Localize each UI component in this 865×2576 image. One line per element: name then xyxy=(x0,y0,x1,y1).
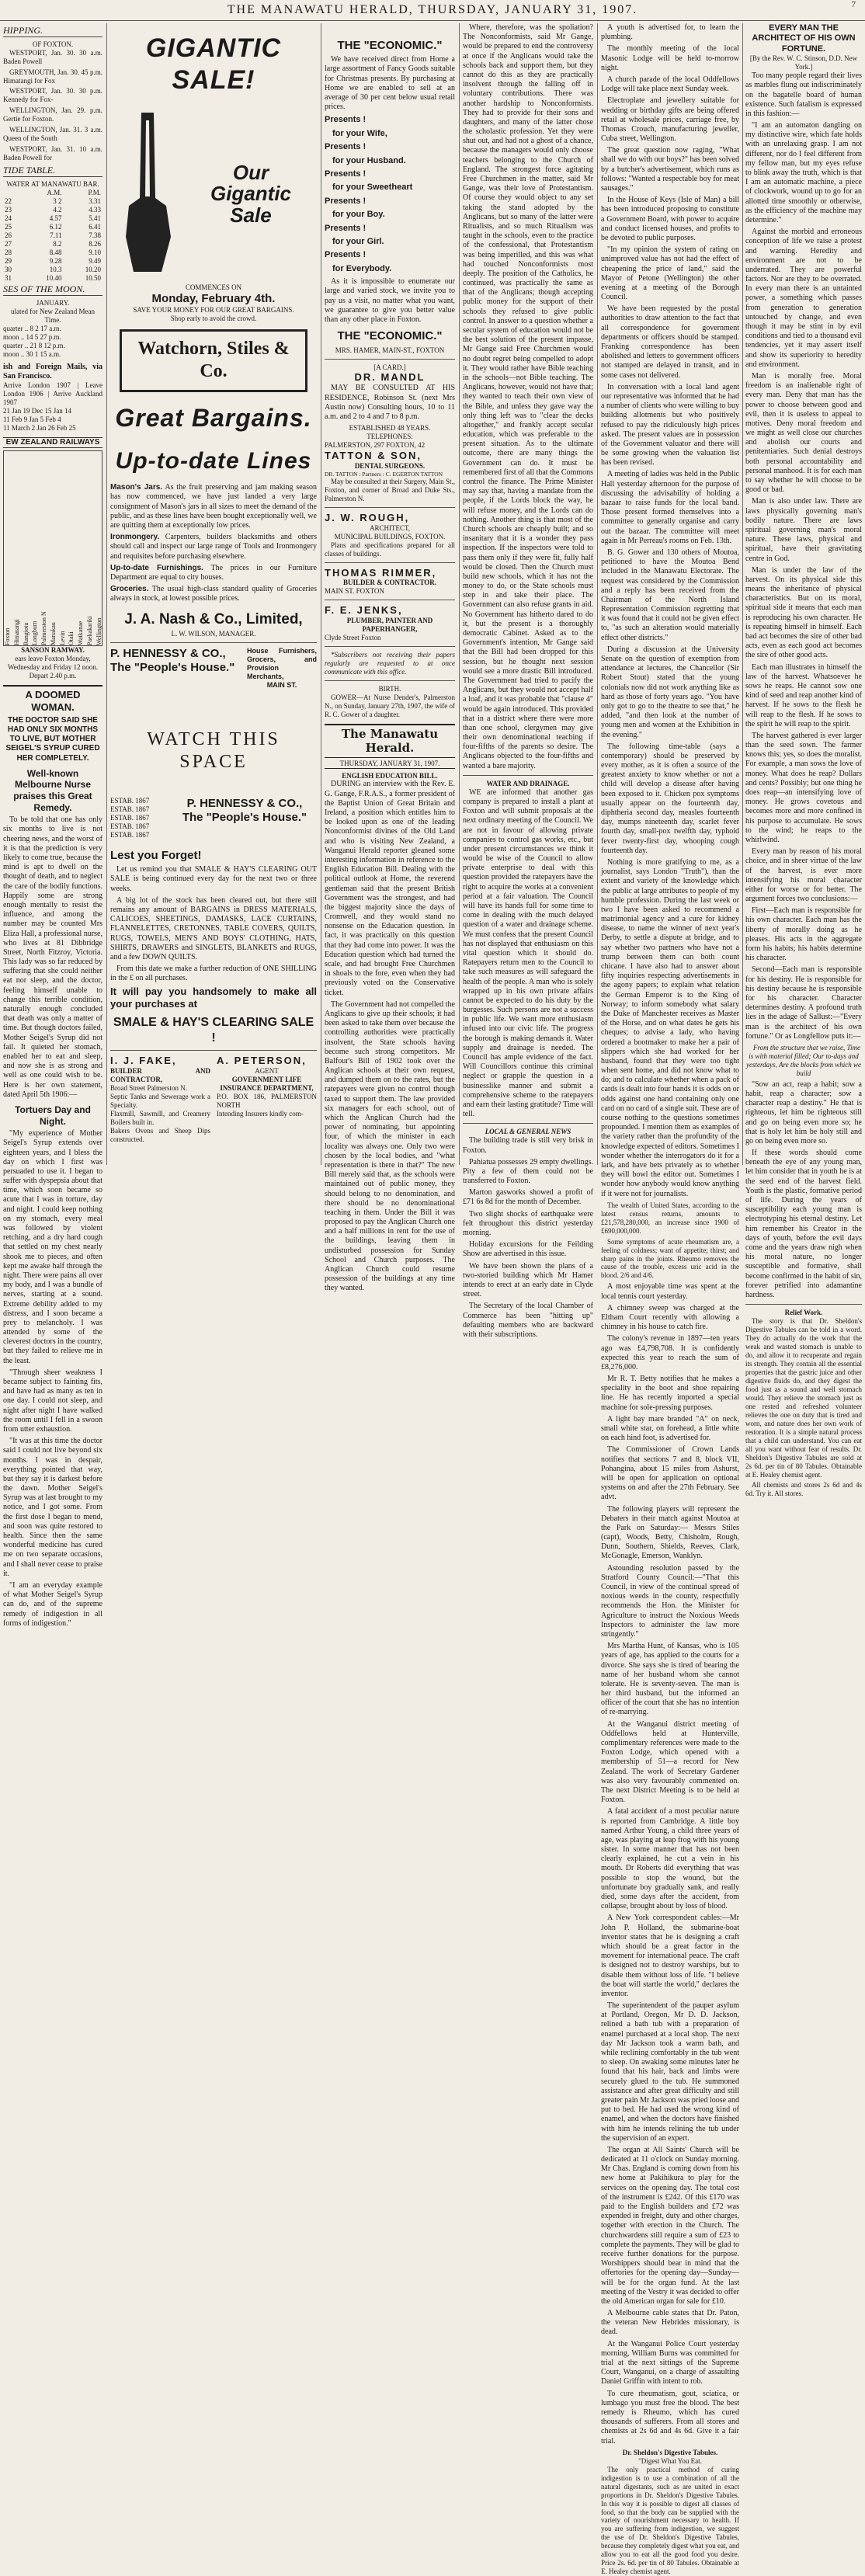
station: Palmerston N xyxy=(40,611,47,646)
tide-cell: 9.49 xyxy=(89,256,101,265)
station: Otaki xyxy=(68,631,75,646)
nurse-para: To be told that one has only six months to live is not cheering news, and the worst of it is that the prediction is very likely to come true, because the mind is apt to dwell on the thought of death, and to neglect the care of the bodily functions. Happily some are strong enough mentally to resist the influence, and among the number may be counted Mrs Eliza Hall, a professional nurse, who lives at 81 Dibbridge Street, North Fitzroy, Victoria. This lady was so far reduced by suffering that she could neither eat nor sleep, and the doctor, feeling himself unable to change this terrible condition, naturally enough concluded that death was only a matter of time. But though doctors failed, Mother Seigel's Syrup did not fail. It quieted her stomach, enabled her to eat and sleep, and now she is as strong and well as one could wish to be. Here is her own statement, dated April 5th 1906:— xyxy=(3,815,102,1099)
news-para: A fatal accident of a most peculiar nature is reported from Cambridge. A little boy named Arthur Young, a child three years of age, was playing at leap frog with his young sister. In some manner that has not been clearly explained, he cut a vein in his mouth. Dr Roberts did everything that was possible to stop the wound, but the unfortunate boy gradually sank, and really died, some days after the accident, from collapse, brought about by loss of blood. xyxy=(601,1807,739,1911)
economic-text: We have received direct from Home a large assortment of Fancy Goods suitable for Christmas presents. By purchasing at Home we are enabled to sell at an average of 30 per cent below usual retail prices. xyxy=(325,55,455,112)
mails-line: Arrive London 1907 | Leave London 1906 | Arrive Auckland 1907 xyxy=(3,381,102,407)
news-para: The wealth of United States, according to the latest census returns, amounts to £21,578,280,000, an increase since 1900 of £690,000,000. xyxy=(601,1201,739,1235)
tide-cell: 8.48 xyxy=(49,248,62,256)
moon-row: moon .. 14 5 27 p.m. xyxy=(3,332,61,341)
tatton-partners: DR. TATTON : Partners : C. EGERTON TATTON xyxy=(325,470,443,478)
mails-heading: ish and Foreign Mails, via San Francisco. xyxy=(3,362,102,381)
essay-heading: EVERY MAN THE ARCHITECT OF HIS OWN FORTUNE. xyxy=(752,23,856,54)
present-line: Presents ! xyxy=(325,250,366,260)
column-editorial xyxy=(463,23,593,1339)
forget-para: Let us remind you that SMALE & HAY'S CLEARING OUT SALE is being continued every day for the next two or three weeks. xyxy=(110,865,317,893)
column-rule xyxy=(106,23,107,1165)
sale-advert xyxy=(110,105,317,283)
column-rule xyxy=(597,23,598,1165)
news-para: The following time-table (says a contemporary) should be preserved by every mother, as it is often a source of the greatest anxiety to know whether or not a child will develop a disease after having been exposed to it. Chicken pox symptoms usually appear on the fourteenth day, diphtheria second day, measles fourteenth day, mumps nineteenth day, scarlet fever fourth day, small-pox twelfth day, typhoid fever twenty-first day, whooping cough fourteenth day. xyxy=(601,742,739,855)
tide-table xyxy=(3,189,102,283)
estab-line: ESTAB. 1867 xyxy=(110,830,150,839)
station: Wellington xyxy=(95,617,102,646)
jenks-trade: PLUMBER, PAINTER AND PAPERHANGER, xyxy=(346,617,433,634)
news-para: During a discussion at the University Senate on the question of exemption from attendance at lectures, the Chancellor (Sir Robert Stout) stated that the young colonials now did not work anything like as hard as those of forty years ago. "You have only got to go to the theatre to see that," he added, "and then look at the number of young men and women at the Exhibition in the evening." xyxy=(601,645,739,739)
item-text: As the fruit preserving and jam making season has now commenced, we have just landed a very large consignment of Mason's jars in all sizes to meet the demand of the public, and as these lines have been bought exceptionally well, we are quitting them at exceptionally low prices. xyxy=(110,483,317,530)
column-rule xyxy=(742,23,743,1165)
estab-line: ESTAB. 1867 xyxy=(110,822,150,830)
news-para: Some symptoms of acute rheumatism are, a feeling of coldness; want of appetite; thirst; and sharp pains in the joints. Rheumo removes the cause of the trouble, excess uric acid in the blood. 2/6 and 4/6. xyxy=(601,1237,739,1280)
sale-date: Monday, February 4th. xyxy=(151,291,276,305)
hennessy-slogan: The "People's House." xyxy=(182,811,307,825)
news-para: A church parade of the local Oddfellows Lodge will take place next Sunday week. xyxy=(601,75,739,94)
item-label: Up-to-date Furnishings. xyxy=(110,563,203,572)
water-para: WE are informed that another gas company is prepared to install a plant at Foxton and will submit proposals at the next ordinary meeting of the Council. We are not in favour of allowing private companies to control gas works, etc., but under present circumstances we think it would be wise of the Council to allow private enterprise to deal with this question provided the ratepayers have the right to acquire the works at a convenient period at a fair valuation. The Council will have its hands full for some time to come in dealing with the much delayed question of a water and drainage scheme. We must confess that the present Council has not displayed that enthusiasm on this vital question which it should do. Ratepayers return men to the Council to take such measures as will safeguard the health of the people. A man who is solely wrapped up in his own private affairs cannot be expected to do his duty by the burgesses. Such persons are not a success in public life. We want more enthusiasm infused into our civic life. The progress the borough is making demands it. Water supply and drainage is needed. The Council has ample evidence of the fact. Will Councillors continue this criminal neglect or grapple the question in a businesslike manner and submit a comprehensive scheme to the ratepayers and earn their lasting gratitude? Time will tell. xyxy=(463,787,593,1119)
shipping-heading: HIPPING. xyxy=(3,25,102,37)
shipping-entry: WESTPORT, Jan. 30. 30 a.m. Baden Powell xyxy=(3,48,102,65)
forget-para: From this date we make a further reduction of ONE SHILLING in the £ on all purchases. xyxy=(110,965,317,983)
moon-row: quarter .. 21 8 12 p.m. xyxy=(3,341,65,349)
news-para: A New York correspondent cables:—Mr John P. Holland, the submarine-boat inventor states that he is designing a craft which should be a great factor in the movement for international peace. The craft is designed not to destroy warships, but to disable them without loss of life. "I believe the boat will startle the world," declares the inventor. xyxy=(601,1914,739,1998)
tatton-text: May be consulted at their Surgery, Main St., Foxton, and corner of Broad and Duke Sts., Palmerston N. xyxy=(325,477,455,502)
essay-verse: From the structure that we raise, Time is with material filled; Our to-days and yesterdays, Are the blocks from which we build xyxy=(745,1043,862,1077)
table-row xyxy=(3,197,102,206)
mails-line: 11 Feb 9 Jan 5 Feb 4 xyxy=(3,415,61,424)
gigantic-sale-title: GIGANTIC SALE! xyxy=(145,33,282,96)
essay-footer: All chemists and stores 2s 6d and 4s 6d. Try it. All stores. xyxy=(745,1481,862,1498)
sheldon-sub: "Digest What You Eat. xyxy=(638,2456,702,2465)
tide-cell: 22 xyxy=(5,196,12,205)
essay-para: Each man illustrates in himself the law of the harvest. Whatsoever he sows he reaps. He cannot sow one kind of seed and reap another kind of harvest. If he sows to the flesh he will reap to the flesh. If he sows to the spirit he will reap to the spirit. xyxy=(745,662,862,728)
present-line: Presents ! xyxy=(325,169,366,179)
tide-cell: 31 xyxy=(5,273,12,282)
essay-para: Second—Each man is responsible for his destiny. He is responsible for his destiny because he is responsible for his character. Character determines destiny. A profound truth lies in the adage of Sallust:—"Every man is the architect of his own fortune." Or as Longfellow puts it:— xyxy=(745,965,862,1041)
news-para: A light bay mare branded "A" on neck, small white star, on forehead, a little white on each hind foot, is advertised for. xyxy=(601,1414,739,1443)
mandl-tel: TELEPHONES: xyxy=(366,433,413,441)
fake-trade: BUILDER AND CONTRACTOR, xyxy=(110,1067,210,1084)
tide-cell: 4.57 xyxy=(49,214,62,222)
present-line: for your Girl. xyxy=(332,237,384,247)
table-row xyxy=(3,266,102,274)
mandl-text: MAY BE CONSULTED AT HIS RESIDENCE, Robinson St. (next Mrs Austin now) Consulting hours, 10 to 11 a.m. and 2 to 4 and 7 to 8 p.m. xyxy=(325,384,455,421)
hennessy-name: P. HENNESSY & CO., xyxy=(186,797,303,811)
news-para: We have been requested by the postal authorities to draw attention to the fact that all correspondence for government departments or officers should be stamped. Franking correspondence has been abolished and letters to government officers not stamped are delayed in transit, and in some cases not delivered. xyxy=(601,304,739,380)
tide-cell: 23 xyxy=(5,205,12,214)
relief-text: The story is that Dr. Sheldon's Digestive Tabules can be told in a word. They do actually do the work that the weak and wasted stomach is unable to do, and allow it to recuperate and regain its strength. They contain all the essential properties that the gastric juice and other digestive fluids do, and they digest the food just as a sound and well stomach would. They relieve the stomach just as one rested and refreshed volunteer relieves the one on duty that is tired and worn, and nature does her own work of restoration. It is a simple natural process that a child can understand. You can eat all you want without fear of results. Dr. Sheldon's Digestive Tabules are sold at 2s 6d. per tin of 80 Tabules. Obtainable at E. Healey chemist agent. xyxy=(745,1317,862,1479)
moon-row: moon .. 30 1 15 a.m. xyxy=(3,349,61,358)
item-text: Carpenters, builders blacksmiths and others should call and inspect our large range of Tools and Ironmongery and requisites before purchasing elsewhere. xyxy=(110,533,318,561)
essay-para: Every man by reason of his moral choice, and in sheer virtue of the law of the harvest, is ever more intensifying his moral character either for worse or for better. The argument forces two conclusions:— xyxy=(745,847,862,904)
table-row xyxy=(3,223,102,231)
essay-para: Man is morally free. Moral freedom is an inalienable right of every man. Deny that man has the power to choose between good and evil, then it is useless to appeal to motives. Deny moral freedom and we might as well close our churches and abolish our courts and penitentiaries. Such denial destroys both personal accountability and personal manhood. It is for each man to say whether he will choose to be good or bad. xyxy=(745,371,862,495)
news-para: At the Wanganui district meeting of Oddfellows held at Hunterville, complimentary references were made to the Foxton Lodge, which opened with a membership of 51—a record for New Zealand. The work of Secretary Gardener was also very favourably commented on. The next District Meeting is to be held at Foxton. xyxy=(601,1719,739,1805)
column-economic xyxy=(325,23,455,1293)
mandl-name: DR. MANDL xyxy=(354,371,426,384)
table-row xyxy=(3,206,102,214)
tide-cell: 30 xyxy=(5,265,12,273)
present-line: Presents ! xyxy=(325,142,366,152)
smale-hay-sale: SMALE & HAY'S CLEARING SALE ! xyxy=(113,1016,314,1045)
watch-this-space: WATCH THIS SPACE xyxy=(147,728,280,772)
tide-header-row xyxy=(3,189,102,197)
jenks-addr: Clyde Street Foxton xyxy=(325,634,381,642)
moon-month: JANUARY. xyxy=(36,299,70,308)
moon-note: ulated for New Zealand Mean Time. xyxy=(11,308,95,325)
railway-timetable xyxy=(3,450,102,646)
essay-para: The harvest gathered is ever larger than the seed sown. The farmer knows this; yes, so does the moralist. For example, a man sows the love of money. What does he reap? Dollars and cents? Possibly; but one thing he does reap—an intensifying love of money. He grows covetous and becomes more and more confined in his purpose to accumulate. He sows to the wind; he reaps to the whirlwind. xyxy=(745,731,862,844)
hennessy-name: P. HENNESSY & CO., xyxy=(110,646,226,660)
sanson-heading: SANSON RAMWAY. xyxy=(21,646,85,655)
moon-row: quarter .. 8 2 17 a.m. xyxy=(3,325,61,332)
our-gigantic-sale xyxy=(185,162,317,226)
news-para: The great question now raging, "What shall we do with our boys?" has been solved by a butcher's advertisement, which runs as follows: "Wanted a respectable boy for meat sausages." xyxy=(601,146,739,193)
present-line: Presents ! xyxy=(325,223,366,233)
forget-heading: Lest you Forget! xyxy=(110,848,202,862)
table-row xyxy=(3,249,102,257)
tide-cell: 8.26 xyxy=(89,239,101,248)
mails-line: 11 March 2 Jan 26 Feb 25 xyxy=(3,424,76,433)
news-para: The colony's revenue in 1897—ten years ago was £4,798,708. It is confidently expected this year to reach the sum of £8,276,000. xyxy=(601,1334,739,1371)
station: Himatangi xyxy=(12,619,20,646)
nurse-subhead: Tortuers Day and Night. xyxy=(15,1104,91,1127)
local-para: Marton gasworks showed a profit of £71 6s 8d for the month of December. xyxy=(463,1188,593,1207)
tide-cell: 4.2 xyxy=(53,205,62,214)
news-para: Mrs Martha Hunt, of Kansas, who is 105 years of age, has applied to the courts for a divorce. She says she is tired of bearing the name of her husband whom she cannot tolerate. He is seventy-seven. The man is her third husband, but the informed an officer of the court that she has no intention of re-marrying. xyxy=(601,1642,739,1717)
local-heading: LOCAL & GENERAL NEWS xyxy=(485,1128,571,1136)
nurse-para: "It was at this time the doctor said I could not live beyond six months. I was in despair, everything pointed that way, but they say it is darkest before the dawn. Mother Seigel's Syrup was at last brought to my notice, and I got some. From the first dose I began to mend, and soon was quite restored to health. Since then the same wonderful medicine has cured me on two separate occasions, and I shall never cease to praise it. xyxy=(3,1437,102,1578)
tide-cell: 5.41 xyxy=(89,214,101,222)
economic-heading: THE "ECONOMIC." xyxy=(337,39,443,52)
forget-pay: It will pay you handsomely to make all your purchases at xyxy=(110,986,317,1010)
bottom-adverts xyxy=(110,1055,317,1144)
tide-col: A.M. xyxy=(47,188,62,196)
economic-addr: MRS. HAMER, MAIN-ST., FOXTON xyxy=(335,346,445,354)
news-para: The following players will represent the Debaters in their match against Moutoa at the Park on Saturday:— Messrs Stiles (capt), Woods, Betty, Chisholm, Rough, Dunn, Southern, Shields, Reeves, Clark, McGonagle, Emerson, Wanklyn. xyxy=(601,1504,739,1561)
hennessy-trade: House Furnishers, Grocers, and Provision Merchants, xyxy=(247,646,317,680)
station: Paekakariki xyxy=(85,616,93,646)
rough-text: Plans and specifications prepared for all classes of buildings. xyxy=(325,541,455,558)
shipping-entry: GREYMOUTH, Jan. 30. 45 p.m. Himatangi for Fox xyxy=(3,68,102,85)
column-rule xyxy=(459,23,460,1165)
peterson-name: A. PETERSON, xyxy=(217,1055,307,1067)
nurse-para: "I am an everyday example of what Mother Seigel's Syrup can do, and of the supreme remedy of indigestion in all forms of indigestion." xyxy=(3,1580,102,1628)
peterson-agent: AGENT xyxy=(255,1067,279,1076)
shipping-entry: WESTPORT, Jan. 30. 30 p.m. Kennedy for Fox- xyxy=(3,87,102,104)
present-line: Presents ! xyxy=(325,196,366,206)
mails-line: 21 Jan 19 Dec 15 Jan 14 xyxy=(3,407,71,415)
news-para: The monthly meeting of the local Masonic Lodge will be held to-morrow night. xyxy=(601,44,739,72)
news-para: Electroplate and jewellery suitable for wedding or birthday gifts are being offered retail at wholesale prices, carriage free, by Thomas Crouch, manufacturing jeweller, Cuba street, Wellington. xyxy=(601,96,739,144)
present-line: for Everybody. xyxy=(332,263,392,273)
tide-cell: 9.10 xyxy=(89,248,101,256)
shipping-entry: WELLINGTON, Jan. 29. p.m. Gertie for Foxton. xyxy=(3,106,102,123)
bill-para: DURING an interview with the Rev. E. G. Gange, F.R.A.S., a former president of the Baptist Union of Great Britain and Ireland, a position which entitles him to be looked upon as one of the leading Nonconformist divines of the Old Land and who is visiting New Zealand, a Wanganui Herald reporter gleaned some interesting information in reference to the English Education Bill. Dealing with the political outlook at Home, the reverend gentleman said that the present British Government was the strongest, and had the biggest majority since the days of Cromwell, and they would stand no nonsense on the Education question. In fact, it was practically on this question that they had come into power. It was the Education question which had turned the scale, and had brought Free Churchmen in shoals to the fore, even when they had previously voted on the Conservative ticket. xyxy=(325,780,455,997)
hennessy-slogan: The "People's House." xyxy=(110,660,235,674)
column-shipping xyxy=(3,23,102,1628)
essay-para: First—Each man is responsible for his own character. Each man has the liberty of morally doing as he pleases. His acts in the aggregate form his habits; his habits determine his character. xyxy=(745,906,862,963)
fake-line: Septic Tanks and Sewerage work a Specialty. xyxy=(110,1092,210,1109)
bill-para: The Government had not compelled the Anglicans to give up their schools; it had been asked to take them over because the controlling authorities were practically insolvent, the State schools having become such strong competitors. Mr Balfour's Bill of 1902 took over the Anglican schools at their own request, and dumped them on to the rates, but the ratepayers were given no control though taxed to support them. The law provided six managers for each school, out of which the Anglican Church had the power of nominating, but appointing four, of which the minister in each locality was always one. Only two were chosen by the local bodies, and "what representation is there in that?" The new Bill merely said that, as the schools were maintained out of public money, they should belong to no denomination, and there should be no denominational teaching in them. Under the Bill it was proposed to pay the Anglican Church one and a half millions in rent for the use of the buildings, leaving them in undisturbed possession for Sunday School and Church purposes. The Anglican Church could resume possession of the buildings at any time they wanted. xyxy=(325,999,455,1293)
present-line: for your Boy. xyxy=(332,210,385,220)
station: Longburn xyxy=(31,621,39,646)
tide-caption: WATER AT MANAWATU BAR. xyxy=(6,179,99,188)
sheldon-text: The only practical method of curing indigestion is to use a combination of all the natural digestants, such as are united in exact proportions in Dr. Sheldon's Digestive Tabules. In this way it is possible to digest all classes of food, so that the body can be supplied with the variety of nourishment necessary to health. If you are suffering from indigestion, we suggest the use of Dr. Sheldon's Digestive Tabules, because they completely digest what you eat, and allow you to eat all the good food you desire. Price 2s. 6d. per tin of 80 Tabules. Obtainable at E. Healey chemist agent. xyxy=(601,2465,739,2576)
station: Waikanae xyxy=(77,621,84,646)
news-para: A youth is advertised for, to learn the plumbing. xyxy=(601,23,739,42)
up-to-date-lines: Up-to-date Lines xyxy=(115,447,312,474)
table-row xyxy=(3,214,102,223)
rimmer-trade: BUILDER & CONTRACTOR. xyxy=(342,579,437,587)
news-para: "In my opinion the system of rating on unimproved value has not had the effect of cheapening the price of land," said the Mayor of Petone (Wellington) the other evening at a meeting of the Borough Council. xyxy=(601,245,739,302)
estab-line: ESTAB. 1867 xyxy=(110,814,150,822)
doomed-heading: A DOOMED WOMAN. xyxy=(3,685,102,714)
station: Manakau xyxy=(49,622,57,646)
tide-cell: 25 xyxy=(5,222,12,231)
economic-sign: THE "ECONOMIC." xyxy=(337,329,443,343)
tide-cell: 7.11 xyxy=(50,231,62,239)
fake-line: Flaxmill, Sawmill, and Creamery Boilers built in. xyxy=(110,1109,210,1126)
tide-cell: 6.12 xyxy=(49,222,62,231)
tide-cell: 26 xyxy=(5,231,12,239)
shipping-entry: WESTPORT, Jan. 31. 10 a.m. Baden Powell for xyxy=(3,145,102,162)
tide-cell: 10.50 xyxy=(85,273,101,282)
tide-cell: 3 2 xyxy=(53,196,62,205)
item-text: The usual high-class standard quality of Groceries always in stock, at lowest possible prices. xyxy=(110,585,317,603)
news-para: B. G. Gower and 130 others of Moutoa, petitioned to have the Moutoa Bend included in the Manawatu Electorate. The request was considered by the Commission and a reply has been received from the Chairman of the North Island Representation Commission regretting that it was found that it could not be given effect to, "as such an alteration would materially effect other districts." xyxy=(601,548,739,642)
watchorn-stiles-logo: Watchorn, Stiles & Co. xyxy=(120,329,307,392)
pointing-hand-icon xyxy=(110,105,185,283)
rimmer-name: THOMAS RIMMER, xyxy=(325,566,437,579)
tide-cell: 10.20 xyxy=(85,265,101,273)
local-para: The Secretary of the local Chamber of Commerce has been "hitting up" defaulting members who are backward with their subscriptions. xyxy=(463,1302,593,1339)
tide-cell: 6.41 xyxy=(89,222,101,231)
railways-heading: EW ZEALAND RAILWAYS xyxy=(3,437,102,448)
local-para: We have been shown the plans of a two-storied building which Mr Hamer intends to erect at an early date in Clyde street. xyxy=(463,1261,593,1299)
table-row xyxy=(3,231,102,240)
nash-name: J. A. Nash & Co., Limited, xyxy=(124,610,303,627)
essay-para: "Sow an act, reap a habit; sow a habit, reap a character; sow a character reap a destiny." He that is righteous, let him be righteous still and go on being even more so; he that is holy let him be holy still and go on being even more so. xyxy=(745,1079,862,1145)
station: Levin xyxy=(58,631,66,646)
news-para: The Commissioner of Crown Lands notifies that sections 7 and 8, block VII, Pohangina, about 15 miles from Ashurst, will be open for application on optional systems on and after the 27th February. See advt. xyxy=(601,1445,739,1502)
bill-heading: ENGLISH EDUCATION BILL. xyxy=(342,771,438,780)
tide-cell: 27 xyxy=(5,239,12,248)
news-para: In conversation with a local land agent our representative was informed that he had a number of clients who were willing to buy building allotments but who positively refused to pay the ridiculously high prices asked. The present values are in possession of the Government valuator and there will be some growing when the valuation list has been revised. xyxy=(601,382,739,468)
estab-line: ESTAB. 1867 xyxy=(110,805,150,814)
present-line: for your Wife, xyxy=(332,128,387,138)
peterson-note: Intending Insurers kindly com- xyxy=(217,1109,304,1118)
local-para: Two slight shocks of earthquake were felt throughout this district yesterday morning. xyxy=(463,1209,593,1237)
present-line: for your Sweetheart xyxy=(332,183,413,193)
news-para: A meeting of ladies was held in the Public Hall yesterday afternoon for the purpose of discussing the advisability of holding a bazaar to raise funds for the local band. Those present formed themselves into a committee to generally organise and carry out the bazaar. The committee will meet again in Mr Perreau's rooms on Feb. 13th. xyxy=(601,470,739,545)
present-line: for your Husband. xyxy=(332,155,406,165)
doomed-text: THE DOCTOR SAID SHE HAD ONLY SIX MONTHS TO LIVE, BUT MOTHER SEIGEL'S SYRUP CURED HER COMPLETELY. xyxy=(5,715,100,763)
sale-word: Sale xyxy=(230,203,272,227)
station: Rangiotu xyxy=(22,622,30,646)
essay-para: Against the morbid and erroneous conception of life we raise a protest and warning. Heredity and environment are not to be underrated. They are powerful factors. Nor are they to be overrated. In every man there is an untainted power, a something which passes from generation to generation untouched by change, and even though it may be stint in by evil conditions and tied to a thousand evil tendencies, yet it may assert itself and show its superiority to heredity and environment. xyxy=(745,228,862,369)
herald-title: The Manawatu Herald. xyxy=(325,724,455,758)
news-para: To cure rheumatism, gout, sciatica, or lumbago you must free the blood. The best remedy is Rheumo, which has cured thousands of sufferers. From all stores and chemists at 2s 6d and 4s 6d. Give it a fair trial. xyxy=(601,2389,739,2446)
tatton-trade: DENTAL SURGEONS. xyxy=(354,461,426,470)
tide-cell: 4.33 xyxy=(89,205,101,214)
table-row xyxy=(3,257,102,266)
table-row xyxy=(3,274,102,283)
moon-heading: SES OF THE MOON. xyxy=(3,283,102,296)
mandl-phones: PALMERSTON, 297 FOXTON, 42 xyxy=(325,441,426,450)
essay-para: Too many people regard their lives as marbles flung out indiscriminately on the bagatelle board of human existence. Such fatalism is expressed in this fashion:— xyxy=(745,71,862,118)
hennessy-street: MAIN ST. xyxy=(266,680,297,689)
table-row xyxy=(3,240,102,249)
tide-cell: 10.40 xyxy=(46,273,62,282)
news-para: Mr R. T. Betty notifies that he makes a speciality in the boot and shoe repairing line. He has recently imported a special machine for sole-pressing purposes. xyxy=(601,1375,739,1412)
sale-word: Gigantic xyxy=(210,182,291,206)
news-para: Astounding resolution passed by the Stratford County Council:—"That this Council, in view of the continual spread of noxious weeds in the county, respectfully recommends the Hon. the Minister for Agriculture to instruct the Noxious Weeds Inspectors to administer the law more stringently." xyxy=(601,1563,739,1639)
sale-shop: Shop early to avoid the crowd. xyxy=(170,315,257,323)
local-para: Pahiatua possesses 29 empty dwellings. Pity a few of them could not be transferred to Foxton. xyxy=(463,1157,593,1186)
tide-cell: 3.31 xyxy=(89,196,101,205)
tide-cell: 29 xyxy=(5,256,12,265)
column-essay xyxy=(745,23,862,1498)
column-local-news xyxy=(601,23,739,2576)
birth-text: GOWER—At Nurse Dender's, Palmerston N., on Sunday, January 27th, 1907, the wife of R. C. Gower of a daughter. xyxy=(325,694,455,718)
card-label: [A CARD.] xyxy=(373,363,406,371)
sale-save: SAVE YOUR MONEY FOR OUR GREAT BARGAINS. xyxy=(133,306,294,315)
tide-cell: 9.28 xyxy=(49,256,62,265)
commences-label: COMMENCES ON xyxy=(185,283,242,291)
item-label: Groceries. xyxy=(110,585,149,594)
station: Foxton xyxy=(4,627,11,646)
essay-para: If these words should come beneath the eye of any young man, let him consider that in youth he is at the seed end of the harvest field. Youth is the plastic, formative period of life. During the years of susceptibility each young man is electrotyping his eternal destiny. Let him remember his Creator in the days of youth, before the evil days come and the years draw nigh when his moral nature, no longer susceptible and formative, shall become confirmed in the habit of sin, forever petrified into adamantine hardness. xyxy=(745,1149,862,1299)
rough-trade: ARCHITECT, xyxy=(369,523,411,532)
shipping-entry: WELLINGTON, Jan. 31. 3 a.m. Queen of the South xyxy=(3,126,102,143)
masthead-title: THE MANAWATU HERALD, THURSDAY, JANUARY 31, 1907. xyxy=(227,3,638,16)
local-para: Holiday excursions for the Feilding Show are advertised in this issue. xyxy=(463,1240,593,1259)
news-para: In the House of Keys (Isle of Man) a bill has been introduced proposing to constitute a Government Board, with power to acquire and conduct licensed houses, and profits to be devoted to public purposes. xyxy=(601,196,739,242)
sheldon-heading: Dr. Sheldon's Digestive Tabules. xyxy=(622,2448,718,2456)
essay-para: "I am an automaton dangling on my distinctive wire, which fate holds with an unrelaxing grasp. I am not different, nor do I feel different from my fellow man, but my eyes refuse to blink away the truth, which is that I am an automatic machine, a piece of clockwork, wound up to go for an allotted time smoothly or otherwise, as the efficiency of the machine may determine." xyxy=(745,121,862,224)
peterson-co: GOVERNMENT LIFE INSURANCE DEPARTMENT, xyxy=(220,1076,314,1092)
news-para: Nothing is more gratifying to me, as a journalist, says London "Truth"), than the extent and variety of the knowledge which the public at large attributes to people of my humble profession. During the last week or two I have been asked to recommend a matrimonial agency and a cure for kidney disease, to name the winner of next year's Derby, to settle a dispute at bridge, and to say whether two partners who have not a trump between them can both count chicane. I have also had to answer about fifty inquiries respecting advertisements in the agony papers; to explain what relation the German Emperor is to the King of Norway; to inform somebody what salary the Duke of Manchester receives as Master of the Horse, and on what dates he gets his cheques; to advise a lady, who having ordered a bootmaker to make her a pair of slippers which she had worked for her husband, found that they were too tight when sent home, and did not know what to do; and to calculate whether when a pack of cards is dealt into four hands it is odds on or odds against one hand containing only one card on no card of a single suit. These are of course nothing to the questions sometimes propounded. I mention them as examples of the variety rather than the profundity of the knowledge expected of editors. Sometimes I wonder whether the interrogators do it for a lark, and have bets privately as to whether they will bowl the editor out. Sometimes I wonder how anybody would know anything if it were not for journalists. xyxy=(601,857,739,1198)
essay-para: Man is also under law. There are laws physically governing man's bodily nature. There are laws spiritual governing man's moral nature. These laws, physical and spiritual, have their gravitating centre in God. xyxy=(745,497,862,563)
tide-cell: 8.2 xyxy=(53,239,62,248)
news-para: A chimney sweep was charged at the Eltham Court recently with allowing a chimney in his house to catch fire. xyxy=(601,1303,739,1332)
tatton-name: TATTON & SON, xyxy=(325,449,422,461)
rough-addr: MUNICIPAL BUILDINGS, FOXTON. xyxy=(334,532,446,541)
water-heading: WATER AND DRAINAGE. xyxy=(486,779,570,787)
tide-col: P.M. xyxy=(88,188,101,196)
mandl-estab: ESTABLISHED 48 YEARS. xyxy=(349,424,431,433)
news-para: The organ at All Saints' Church will be dedicated at 11 o'clock on Sunday morning. Mr Chas. England is coming down from his new home at Pakihikura to play for the services on the opening day. The total cost of the instrument is £242. Of this £170 was paid to the English builders and £72 was expended in freight, duty and other charges, together with erection in the Church. The churchwardens still require a sum of £23 to complete the payments. They will be glad to receive further donations for the purpose. Worshippers should bear in mind that the offertories for the opening day—Sunday—will be for the organ fund. At the last meeting of the Vestry it was decided to offer the old American organ for sale for £10. xyxy=(601,2145,739,2306)
nurse-para: "My experience of Mother Seigel's Syrup extends over eighteen years, and I bless the day on which I first was persuaded to use it. I began to suffer with dyspepsia about that time, which soon became so acute that I was in torture, day and night. I could keep nothing on my stomach, every meal was followed by violent retching, and a dry hard cough that settled on my chest nearly shook me to pieces, and often kept me awake half through the night. There were pains all over my body, and I was a bundle of nerves, starting at a sound. Extreme debility added to my distress, and I soon became a prey to melancholy. I was attended by some of the cleverest doctors in the country, but they failed to relieve me in the least. xyxy=(3,1129,102,1365)
local-para: The building trade is still very brisk in Foxton. xyxy=(463,1136,593,1155)
item-text: The prices in our Furniture Department are equal to city houses. xyxy=(110,563,317,582)
birth-heading: BIRTH. xyxy=(378,685,401,694)
sanson-line: ears leave Foxton Monday, Wednesday and Friday 12 noon. Depart 2.40 p.m. xyxy=(7,655,98,680)
peterson-addr: P.O. BOX 186, PALMERSTON NORTH xyxy=(217,1092,317,1109)
news-para: The superintendent of the pauper asylum at Portland, Oregon, Mr D. D. Jackson, relined a bath tub with a preparation of enamel purchased at a local shop. The next day Mr Jackson took a warm bath, and while reclining comfortably in the tub went to sleep. On awaking some minutes later he found that his hair, back and limbs were securely glued to the tub. He summoned assistance and after great difficulty and still greater pain Mr Jackson was pried loose and put to bed. He had used the wrong kind of enamel, and when the doctors have finished with him he intends relining the tub under the supervision of an expert. xyxy=(601,2001,739,2143)
rough-name: J. W. ROUGH, xyxy=(325,511,410,523)
editorial-para: Where, therefore, was the spoliation? The Nonconformists, said Mr Gange, would be prepared to end the controversy at once if the Anglicans would take the schools back and support them, but they cannot do this as they are practically insolvent through the falling off in voluntary contributions. There was another hardship to Nonconformists. They had to provide for their sons and daughters, and many of the latter chose the scholastic profession. Yet they were shut out, and had not a ghost of a chance, because the managers would only choose teachers belonging to the Church of England. The strongest force agitating Free Churchmen in the matter, said Mr Gange, was their love of Protestantism. Of course they would object to any set taking the stand adopted by the Anglicans, but so many of the latter were Ritualists, and so much Ritualism was taught in the schools, even to the practice of the confessional, that Protestantism was being imperilled, and this was what had touched Nonconformists most deeply. The position of the Catholics, he continued, was practically the same as that of the Anglicans; though accepting public money for the support of their schools they refused to give public control. In answer to a question whether a secular system of education would not be the best solution of the present impasse, Mr Gange said Free Churchmen would no doubt regret being compelled to adopt it. They would rather have Bible teaching in the schools—not Bible teaching. The Anglicans, however, would not have that; they wanted to teach their own view of the Bible, and unless they gave way the only thing left was to "clear the decks altogether," and frankly accept secular education, which was preferable to the present situation. As to the ultimate outcome, there are many things the Government can do. It must be remembered first of all that the Commons control the finance. The Prime Minister may say that, having a mandate from the people, if the Lords block the way, he will refuse money, and the Lords can do nothing. Another thing is that most of the Church schools are cheaply built; and so insanitary that it is a wonder they pass inspection. If the inspectors were told to pass them only if they were fit, fully half would be closed. Then the Church must build new schools, which it has not the money to do, or the State schools must step in and take their place. The Government can also refuse grants in aid. No Government has hitherto dared to do it, but the present is a thoroughly democratic Cabinet. Asked as to the Government's intention, Mr Gange said that the Bill had been dropped for this session, but he thought next session would see a more drastic Bill introduced. The Government had tried to pacify the Anglicans, but they would not accept half a loaf, and it was probable that "clause 4" would be again introduced. This provided that in a district where there were more than one school, clergymen may give their own denominational teaching if four-fifths of the parents so desire. The Anglicans objected to the four-fifths and wanted a bare majority. xyxy=(463,23,593,770)
nurse-heading: Well-known Melbourne Nurse praises this Great Remedy. xyxy=(13,767,92,813)
news-para: At the Wanganui Police Court yesterday morning, William Burns was committed for trial at the next sittings of the Supreme Court, Wanganui, on a charge of assaulting Daniel Griffin with intent to rob. xyxy=(601,2339,739,2387)
economic-text: As it is impossible to enumerate our large and varied stock, we invite you to pay us a visit, no matter what you want, we guarantee to give you better value than any other place in Foxton. xyxy=(325,277,455,325)
nash-manager: L. W. WILSON, MANAGER. xyxy=(171,629,256,638)
jenks-name: F. E. JENKS, xyxy=(325,604,403,617)
column-advertisements xyxy=(110,23,317,1166)
rimmer-addr: MAIN ST. FOXTON xyxy=(325,587,384,596)
presents-list xyxy=(325,115,455,274)
news-para: A Melbourne cable states that Dr. Paton, the veteran New Hebrides missionary, is dead. xyxy=(601,2309,739,2337)
estab-line: ESTAB. 1867 xyxy=(110,797,150,805)
forget-para: A big lot of the stock has been cleared out, but there still remains any amount of BARGAINS in DRESS MATERIALS, CALICOES, SHEETINGS, DAMASKS, LACE CURTAINS, FLANNELETTES, CRETONNES, TABLE COVERS, QUILTS, RUGS, TOWELS, MEN'S AND BOYS' CLOTHING, HATS, SHIRTS, DRAWERS and SINGLETS, BLANKETS and RUGS, and a few DOWN QUILTS. xyxy=(110,895,317,961)
great-bargains: Great Bargains. xyxy=(115,403,312,432)
fake-addr: Broad Street Palmerston N. xyxy=(110,1084,187,1092)
subscriber-notice: *Subscribers not receiving their papers regularly are requested to at once communicate with this office. xyxy=(325,651,455,676)
item-label: Mason's Jars. xyxy=(110,483,163,492)
nurse-para: "Through sheer weakness I became subject to fainting fits, and have had as many as ten in one day. I could not sleep, and night after night I have walked the room until I fell in a swoon from utter exhaustion. xyxy=(3,1368,102,1434)
tide-cell: 24 xyxy=(5,214,12,222)
fake-name: I. J. FAKE, xyxy=(110,1055,177,1067)
estab-block xyxy=(110,797,317,840)
tide-heading: TIDE TABLE. xyxy=(3,165,102,177)
sale-word: Our xyxy=(232,160,269,184)
relief-heading: Relief Work. xyxy=(784,1309,823,1317)
tide-col xyxy=(3,189,24,197)
tide-cell: 10.3 xyxy=(49,265,62,273)
shipping-sub: OF FOXTON. xyxy=(32,40,74,48)
hennessy-advert xyxy=(110,647,317,690)
essay-para: Man is under the law of the harvest. On its physical side this means the inheritance of physical characteristics. But on its moral, spiritual side it means that each man is reproducing his own character. He is repeating himself in himself. Each bad act becomes the sire of other bad acts, even as each good act becomes the sire of other good acts. xyxy=(745,565,862,660)
item-label: Ironmongery. xyxy=(110,533,160,542)
essay-byline: [By the Rev. W. C. Stinson, D.D. New York.] xyxy=(749,54,858,71)
tide-cell: 7.38 xyxy=(89,231,101,239)
page-number: 7 xyxy=(851,0,856,9)
fake-line: Bakers Ovens and Sheep Dips constructed. xyxy=(110,1126,210,1143)
tide-cell: 28 xyxy=(5,248,12,256)
news-para: A most enjoyable time was spent at the local tennis court yesterday. xyxy=(601,1282,739,1301)
masthead xyxy=(0,0,865,21)
present-line: Presents ! xyxy=(325,115,366,125)
herald-date: THURSDAY, JANUARY 31, 1907. xyxy=(325,760,455,769)
